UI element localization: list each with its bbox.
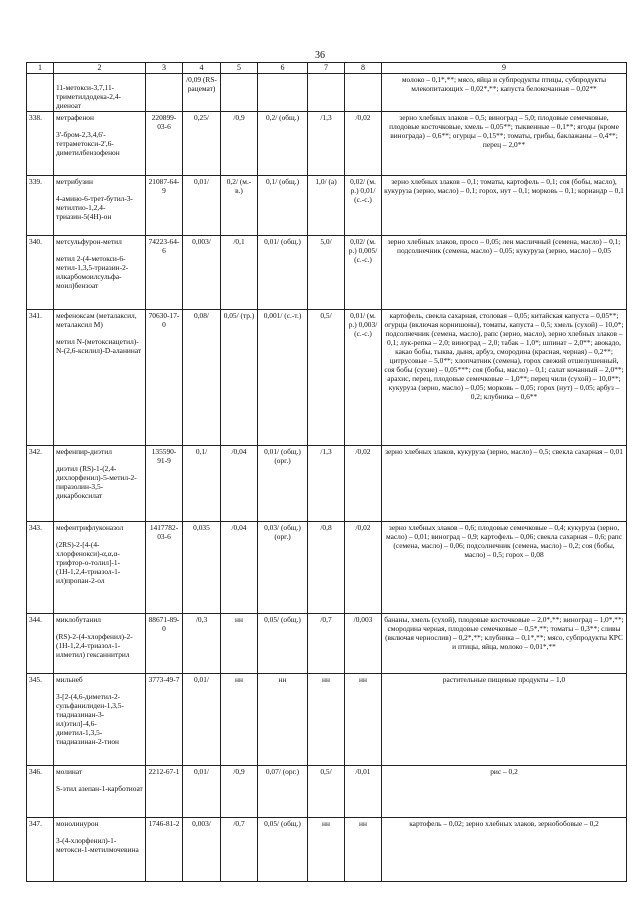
adi-value: 0,01/ — [183, 674, 221, 766]
soil-value: 0,05/ (общ.) — [258, 818, 308, 882]
water-value: /0,7 — [221, 818, 258, 882]
substance-name: миклобутанил — [56, 615, 101, 625]
air-value: /0,003 — [345, 614, 382, 674]
cas-number — [146, 74, 183, 112]
table-row — [27, 522, 627, 614]
cas-number: 135590-91-9 — [146, 446, 183, 522]
substance-cell — [54, 112, 146, 176]
adi-value: 0,003/ — [183, 818, 221, 882]
substance-cell — [54, 766, 146, 818]
chemical-name: S-этил азепан-1-карботиоат — [56, 784, 143, 794]
soil-value: 0,001/ (с.-т.) — [258, 310, 308, 446]
products-mrl: зерно хлебных злаков, просо – 0,05; лен масличный (семена, масло) – 0,1; подсолнечник (семена, масло) – 0,05; кукуруза (зерно, масло) – 0,05 — [382, 236, 627, 310]
column-header: 2 — [54, 63, 146, 74]
products-mrl: зерно хлебных злаков, кукуруза (зерно, масло) – 0,5; свекла сахарная – 0,01 — [382, 446, 627, 522]
water-value: 0,2/ (м.-в.) — [221, 176, 258, 236]
adi-value: 0,01/ — [183, 176, 221, 236]
mrl-table — [26, 62, 627, 882]
row-number: 347. — [27, 818, 54, 882]
products-mrl: растительные пищевые продукты – 1,0 — [382, 674, 627, 766]
row-number: 338. — [27, 112, 54, 176]
water-value: нн — [221, 614, 258, 674]
cas-number: 74223-64-6 — [146, 236, 183, 310]
air-value: 0,01/ (м. р.) 0,003/ (с.-с.) — [345, 310, 382, 446]
substance-cell — [54, 74, 146, 112]
cas-number: 1417782-03-6 — [146, 522, 183, 614]
air-value: 0,02/ (м. р.) 0,005/ (с.-с.) — [345, 236, 382, 310]
workzone-value — [308, 74, 345, 112]
cas-number: 21087-64-9 — [146, 176, 183, 236]
air-value: /0,02 — [345, 522, 382, 614]
row-number: 340. — [27, 236, 54, 310]
cas-number: 1746-81-2 — [146, 818, 183, 882]
water-value: /0,04 — [221, 522, 258, 614]
substance-cell — [54, 818, 146, 882]
chemical-name: 4-амино-6-трет-бутил-3-метилтио-1,2,4-триазин-5(4Н)-он — [56, 194, 133, 222]
substance-name: молинат — [56, 767, 83, 777]
soil-value: 0,07/ (орг.) — [258, 766, 308, 818]
chemical-name: 11-метокси-3,7,11-триметилдодека-2,4-диеноат — [56, 83, 122, 111]
column-header: 8 — [345, 63, 382, 74]
column-header: 5 — [221, 63, 258, 74]
table-row — [27, 74, 627, 112]
table-row — [27, 310, 627, 446]
table-row — [27, 818, 627, 882]
workzone-value: /1,3 — [308, 112, 345, 176]
row-number: 342. — [27, 446, 54, 522]
table-row — [27, 112, 627, 176]
air-value — [345, 74, 382, 112]
column-header: 7 — [308, 63, 345, 74]
soil-value: нн — [258, 674, 308, 766]
workzone-value: нн — [308, 674, 345, 766]
air-value: нн — [345, 818, 382, 882]
air-value: /0,02 — [345, 112, 382, 176]
adi-value: 0,08/ — [183, 310, 221, 446]
products-mrl: зерно хлебных злаков – 0,5; виноград – 5,0; плодовые семечковые, плодовые косточковые, хмель – 0,05**; тыквенные – 0,1**; ягоды (кроме винограда) – 0,6**; огурцы – 0,15**; томаты, грибы, баклажаны – 0,4**; перец – 2,0** — [382, 112, 627, 176]
soil-value — [258, 74, 308, 112]
workzone-value: /0,7 — [308, 614, 345, 674]
workzone-value: нн — [308, 818, 345, 882]
cas-number: 220899-03-6 — [146, 112, 183, 176]
adi-value: 0,035 — [183, 522, 221, 614]
soil-value: 0,01/ (общ.) (орг.) — [258, 446, 308, 522]
workzone-value: 0,5/ — [308, 310, 345, 446]
substance-name: метрафенон — [56, 113, 94, 123]
soil-value: 0,03/ (общ.) (орг.) — [258, 522, 308, 614]
chemical-name: 3-[2-(4,6-диметил-2-сульфанилиден-1,3,5-тиадиазинан-3-ил)этил]-4,6-диметил-1,3,5-тиадиазинан-2-тион — [56, 692, 124, 747]
substance-cell — [54, 522, 146, 614]
row-number: 341. — [27, 310, 54, 446]
row-number: 346. — [27, 766, 54, 818]
row-number: 339. — [27, 176, 54, 236]
workzone-value: 5,0/ — [308, 236, 345, 310]
workzone-value: 1,0/ (а) — [308, 176, 345, 236]
substance-cell — [54, 614, 146, 674]
soil-value: 0,1/ (общ.) — [258, 176, 308, 236]
chemical-name: метил N-(метоксиацетил)-N-(2,6-ксилил)-D-аланинат — [56, 337, 142, 356]
water-value: /0,9 — [221, 112, 258, 176]
column-header: 4 — [183, 63, 221, 74]
table-row — [27, 766, 627, 818]
products-mrl: картофель, свекла сахарная, столовая – 0,05; китайская капуста – 0,05**; огурцы (включая корнишоны), томаты, капуста – 0,5; хмель (сухой) – 10,0*; подсолнечник (семена, масло), рапс (зерно, масло), зерно хлебных злаков – 0,1; лук-репка – 2,0; виноград – 2,0; табак – 1,0*; шпинат – 2,0**; авокадо, какао бобы, тыква, дыня, арбуз, смородина (красная, черная) – 0,2**; цитрусовые – 5,0**; хлопчатник (семена), горох свежий отшелушенный, соя бобы (сухие) – 0,05***; соя (бобы, масло) – 0,1; салат кочанный – 2,0**; арахис, перец, плодовые семечковые – 1,0**; перец чили (сухой) – 10,0**; кукуруза (зерно, масло) – 0,05; морковь – 0,05; горох (нут) – 0,05; арбуз – 0,2; клубника – 0,6** — [382, 310, 627, 446]
water-value: 0,05/ (тр.) — [221, 310, 258, 446]
cas-number: 88671-89-0 — [146, 614, 183, 674]
adi-value: /0,09 (RS-рацемат) — [183, 74, 221, 112]
air-value: 0,02/ (м. р.) 0,01/ (с.-с.) — [345, 176, 382, 236]
substance-cell — [54, 236, 146, 310]
soil-value: 0,01/ (общ.) — [258, 236, 308, 310]
air-value: нн — [345, 674, 382, 766]
substance-name: мильнеб — [56, 675, 83, 685]
chemical-name: 3-(4-хлорфенил)-1-метокси-1-метилмочевина — [56, 836, 139, 855]
chemical-name: диэтил (RS)-1-(2,4-дихлорфенил)-5-метил-2-пиразолин-3,5-дикарбоксилат — [56, 464, 137, 501]
substance-name: мефенпир-диэтил — [56, 447, 112, 457]
substance-name: мефеноксам (металаксил, металаксил М) — [56, 311, 137, 330]
column-header: 1 — [27, 63, 54, 74]
substance-name: монолинурон — [56, 819, 99, 829]
adi-value: 0,25/ — [183, 112, 221, 176]
chemical-name: (RS)-2-(4-хлорфенил)-2-(1Н-1,2,4-триазол-1-илметил) гексаннитрил — [56, 632, 133, 660]
products-mrl: бананы, хмель (сухой), плодовые косточковые – 2,0*,**; виноград – 1,0*,**; смородина черная, плодовые семечковые – 0,5*,**; томаты – 0,3**; сливы (включая чернослив) – 0,2*,**; клубника – 0,1*,**; мясо, субпродукты КРС и птицы, яйца, молоко – 0,01*,** — [382, 614, 627, 674]
water-value: нн — [221, 674, 258, 766]
page-number: 36 — [315, 50, 325, 61]
table-row — [27, 176, 627, 236]
substance-cell — [54, 310, 146, 446]
cas-number: 70630-17-0 — [146, 310, 183, 446]
adi-value: 0,003/ — [183, 236, 221, 310]
chemical-name: метил 2-(4-метокси-6-метил-1,3,5-триазин-2-илкарбомоилсульфа-моил)бензоат — [56, 254, 129, 291]
products-mrl: молоко – 0,1*,**; мясо, яйца и субпродукты птицы, субпродукты млекопитающих – 0,02*,**; капуста белокочанная – 0,02** — [382, 74, 627, 112]
products-mrl: зерно хлебных злаков – 0,6; плодовые семечковые – 0,4; кукуруза (зерно, масло) – 0,01; виноград – 0,9; картофель – 0,06; свекла сахарная – 0,6; рапс (семена, масло) – 0,06; подсолнечник (семена, масло) – 0,2; соя (бобы, масло) – 0,5; горох – 0,08 — [382, 522, 627, 614]
row-number — [27, 74, 54, 112]
cas-number: 2212-67-1 — [146, 766, 183, 818]
substance-name: метсульфурон-метил — [56, 237, 122, 247]
water-value — [221, 74, 258, 112]
water-value: /0,1 — [221, 236, 258, 310]
water-value: /0,9 — [221, 766, 258, 818]
soil-value: 0,2/ (общ.) — [258, 112, 308, 176]
air-value: /0,01 — [345, 766, 382, 818]
substance-name: мефентрифлуконазол — [56, 523, 124, 533]
chemical-name: 3'-бром-2,3,4,6'-тетраметокси-2',6-диметилбензофенон — [56, 130, 120, 158]
substance-cell — [54, 176, 146, 236]
adi-value: /0,3 — [183, 614, 221, 674]
products-mrl: зерно хлебных злаков – 0,1; томаты, картофель – 0,1; соя (бобы, масло), кукуруза (зерно, масло) – 0,1; горох, нут – 0,1; морковь – 0,1; кориандр – 0,1 — [382, 176, 627, 236]
workzone-value: /0,8 — [308, 522, 345, 614]
table-row — [27, 236, 627, 310]
column-header: 3 — [146, 63, 183, 74]
substance-cell — [54, 446, 146, 522]
column-header: 6 — [258, 63, 308, 74]
row-number: 344. — [27, 614, 54, 674]
adi-value: 0,01/ — [183, 766, 221, 818]
workzone-value: /1,3 — [308, 446, 345, 522]
adi-value: 0,1/ — [183, 446, 221, 522]
table-row — [27, 446, 627, 522]
substance-cell — [54, 674, 146, 766]
workzone-value: 0,5/ — [308, 766, 345, 818]
table-row — [27, 674, 627, 766]
substance-name: метрибузин — [56, 177, 93, 187]
table-row — [27, 614, 627, 674]
chemical-name: (2RS)-2-[4-(4-хлорфенокси)-α,α,α-трифтор-о-толил]-1-(1Н-1,2,4-триазол-1-ил)пропан-2-ол — [56, 540, 121, 586]
row-number: 345. — [27, 674, 54, 766]
cas-number: 3773-49-7 — [146, 674, 183, 766]
water-value: /0,04 — [221, 446, 258, 522]
products-mrl: рис – 0,2 — [382, 766, 627, 818]
column-header: 9 — [382, 63, 627, 74]
air-value: /0,02 — [345, 446, 382, 522]
products-mrl: картофель – 0,02; зерно хлебных злаков, зернобобовые – 0,2 — [382, 818, 627, 882]
row-number: 343. — [27, 522, 54, 614]
soil-value: 0,05/ (общ.) — [258, 614, 308, 674]
header-row — [27, 63, 627, 74]
